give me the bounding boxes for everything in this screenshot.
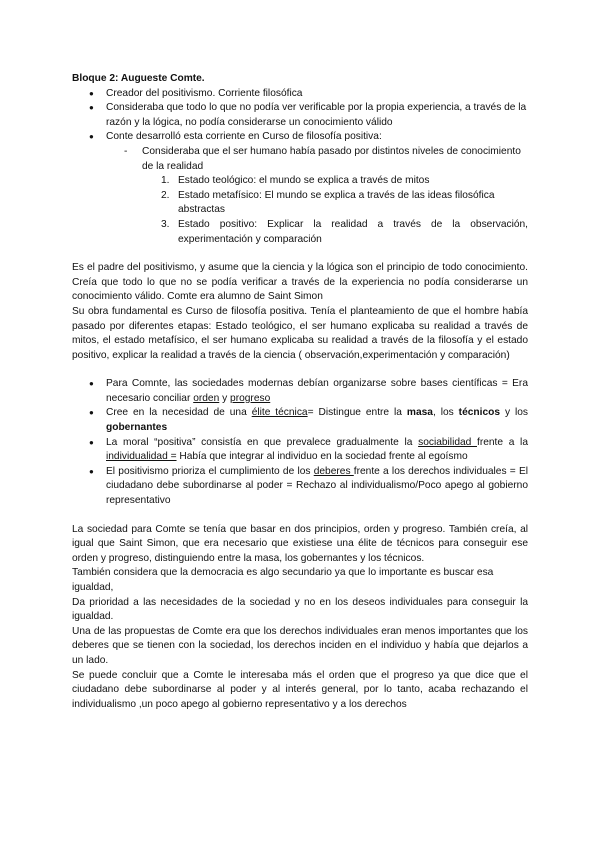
bold-term: masa [406,407,433,419]
stage-text: Estado metafísico: El mundo se explica a través de las ideas filosófica abstractas [178,189,495,216]
stage-text: Estado teológico: el mundo se explica a través de mitos [178,175,430,187]
bold-term: técnicos [458,407,501,419]
stage-number: 2. [161,189,170,201]
bold-term: gobernantes [106,422,168,434]
paragraph: La sociedad para Comte se tenía que basar en dos principios, orden y progreso. También creía, al igual que Saint Simon, que era necesario que existiese una élite de técnicos para conseguir ese orden y progreso, distinguiendo entre la masa, los gobernantes y los técnicos. [72,523,528,564]
section-title: Bloque 2: Augueste Comte. [72,73,205,84]
list-item: ● La moral “positiva” consistía en que prevalece gradualmente la sociabilidad frente a la individualidad = Había que integrar al individuo en la sociedad frente al egoísmo [106,436,528,465]
stage-number: 3. [161,218,170,230]
paragraph: Se puede concluir que a Comte le interesaba más el orden que el progreso ya que dice que el ciudadano debe subordinarse al poder y al interés general, por lo tanto, acaba rechazando el individualismo ,un poco apego al gobierno representativo y a los derechos [72,669,528,710]
bullet-list-1 [72,87,528,248]
stage-number: 1. [161,175,170,187]
paragraph: Es el padre del positivismo, y asume que la ciencia y la lógica son el principio de todo conocimiento. Creía que todo lo que no se podía verificar a través de la experiencia no podía considerarse un conocimiento válido. Comte era alumno de Saint Simon [72,262,528,303]
underlined-term: sociabilidad [418,436,477,448]
list-item: ● El positivismo prioriza el cumplimiento de los deberes frente a los derechos individuales = El ciudadano debe subordinarse al poder = Rechazo al individualismo/Poco apego al gobierno representativo [106,465,528,509]
list-item [106,130,528,247]
list-item: ● Creador del positivismo. Corriente filosófica [106,87,528,102]
stage-item [161,189,528,218]
list-item-text: Conte desarrolló esta corriente en Curso de filosofía positiva: [106,131,382,143]
underlined-term: individualidad = [106,451,177,463]
stages-list [142,174,528,247]
dash-item [142,145,528,247]
paragraph: Una de las propuestas de Comte era que los derechos individuales eran menos importantes que los deberes que se tienen con la sociedad, los derechos inciden en el individuo y había que dejarlos a un lado. [72,625,528,666]
paragraph: Da prioridad a las necesidades de la sociedad y no en los deseos individuales para conseguir la igualdad. [72,596,528,623]
underlined-term: élite técnica [251,407,308,419]
document-body [72,72,528,712]
dash-item-text: Consideraba que el ser humano había pasado por distintos niveles de conocimiento de la realidad [142,145,521,172]
underlined-term: orden [193,392,220,404]
list-item: ● Para Comnte, las sociedades modernas debían organizarse sobre bases científicas = Era necesario conciliar orden y progreso [106,377,528,406]
stage-item [161,218,528,247]
stage-item [161,174,528,189]
paragraph: También considera que la democracia es algo secundario ya que lo importante es buscar esa igualdad, [72,567,494,593]
underlined-term: deberes [313,465,354,477]
list-item: ● Cree en la necesidad de una élite técnica= Distingue entre la masa, los técnicos y los gobernantes [106,406,528,435]
dash-list [106,145,528,247]
list-item: ● Consideraba que todo lo que no podía ver verificable por la propia experiencia, a través de la razón y la lógica, no podía considerarse un conocimiento válido [106,101,528,130]
paragraph: Su obra fundamental es Curso de filosofía positiva. Tenía el planteamiento de que el hombre había pasado por diferentes etapas: Estado teológico, el ser humano explicaba su realidad a través de mitos, el estado metafísico, el ser humano explicaba su realidad a través de la filosofía y el estado positivo, explicar la realidad a través de la ciencia ( observación,experimentación y comparación) [72,305,528,361]
bullet-list-2 [72,377,528,508]
stage-text: Estado positivo: Explicar la realidad a través de la observación, experimentación y comparación [178,218,528,245]
underlined-term: progreso [230,392,271,404]
